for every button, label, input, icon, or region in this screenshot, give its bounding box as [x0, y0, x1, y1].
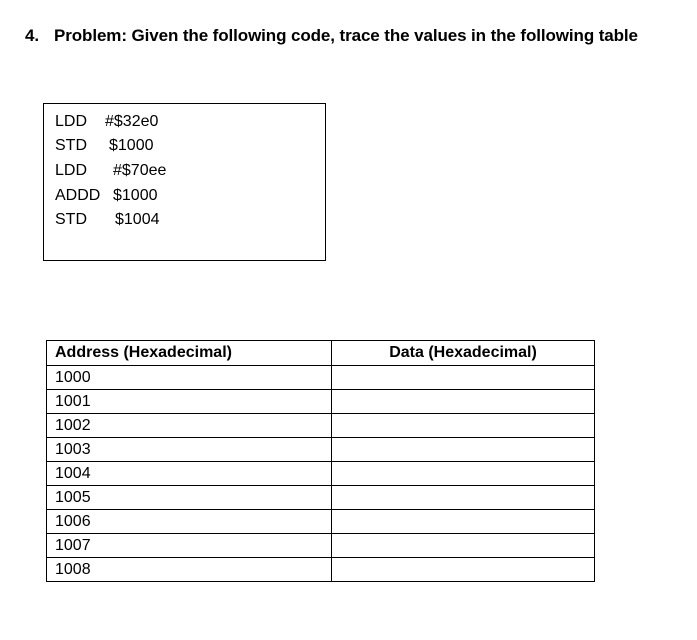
data-cell[interactable]	[332, 486, 595, 510]
address-cell: 1001	[47, 390, 332, 414]
trace-table	[46, 340, 595, 582]
code-arg: $1000	[109, 137, 154, 154]
code-arg: #$70ee	[113, 162, 167, 179]
data-cell[interactable]	[332, 462, 595, 486]
code-arg: $1004	[115, 211, 160, 228]
code-arg: $1000	[113, 187, 158, 204]
problem-heading	[25, 26, 638, 46]
data-cell[interactable]	[332, 390, 595, 414]
table-row	[47, 558, 595, 582]
code-op: ADDD	[55, 187, 101, 204]
data-cell[interactable]	[332, 414, 595, 438]
code-line-5	[55, 211, 160, 229]
problem-number: 4.	[25, 26, 39, 45]
table-row	[47, 366, 595, 390]
table-row	[47, 390, 595, 414]
address-column-header: Address (Hexadecimal)	[47, 341, 332, 366]
code-op: STD	[55, 211, 87, 228]
address-cell: 1000	[47, 366, 332, 390]
problem-text: Problem: Given the following code, trace the values in the following table	[54, 26, 638, 45]
code-block	[43, 103, 326, 261]
data-cell[interactable]	[332, 438, 595, 462]
data-cell[interactable]	[332, 510, 595, 534]
code-instruction-underlined	[55, 187, 113, 204]
address-cell: 1003	[47, 438, 332, 462]
table-header-row	[47, 341, 595, 366]
address-cell: 1004	[47, 462, 332, 486]
address-cell: 1005	[47, 486, 332, 510]
code-line-4	[55, 187, 158, 205]
code-op: LDD	[55, 113, 88, 130]
address-cell: 1006	[47, 510, 332, 534]
data-cell[interactable]	[332, 558, 595, 582]
address-cell: 1002	[47, 414, 332, 438]
table-row	[47, 510, 595, 534]
code-line-1	[55, 113, 158, 131]
data-cell[interactable]	[332, 366, 595, 390]
code-op: LDD	[55, 162, 88, 179]
table-row	[47, 414, 595, 438]
code-line-3	[55, 162, 166, 180]
table-row	[47, 486, 595, 510]
code-op: STD	[55, 137, 87, 154]
table-row	[47, 438, 595, 462]
address-cell: 1008	[47, 558, 332, 582]
data-cell[interactable]	[332, 534, 595, 558]
table-row	[47, 462, 595, 486]
data-column-header: Data (Hexadecimal)	[332, 341, 595, 366]
table-row	[47, 534, 595, 558]
address-cell: 1007	[47, 534, 332, 558]
code-line-2	[55, 137, 154, 155]
code-arg: #$32e0	[105, 113, 159, 130]
